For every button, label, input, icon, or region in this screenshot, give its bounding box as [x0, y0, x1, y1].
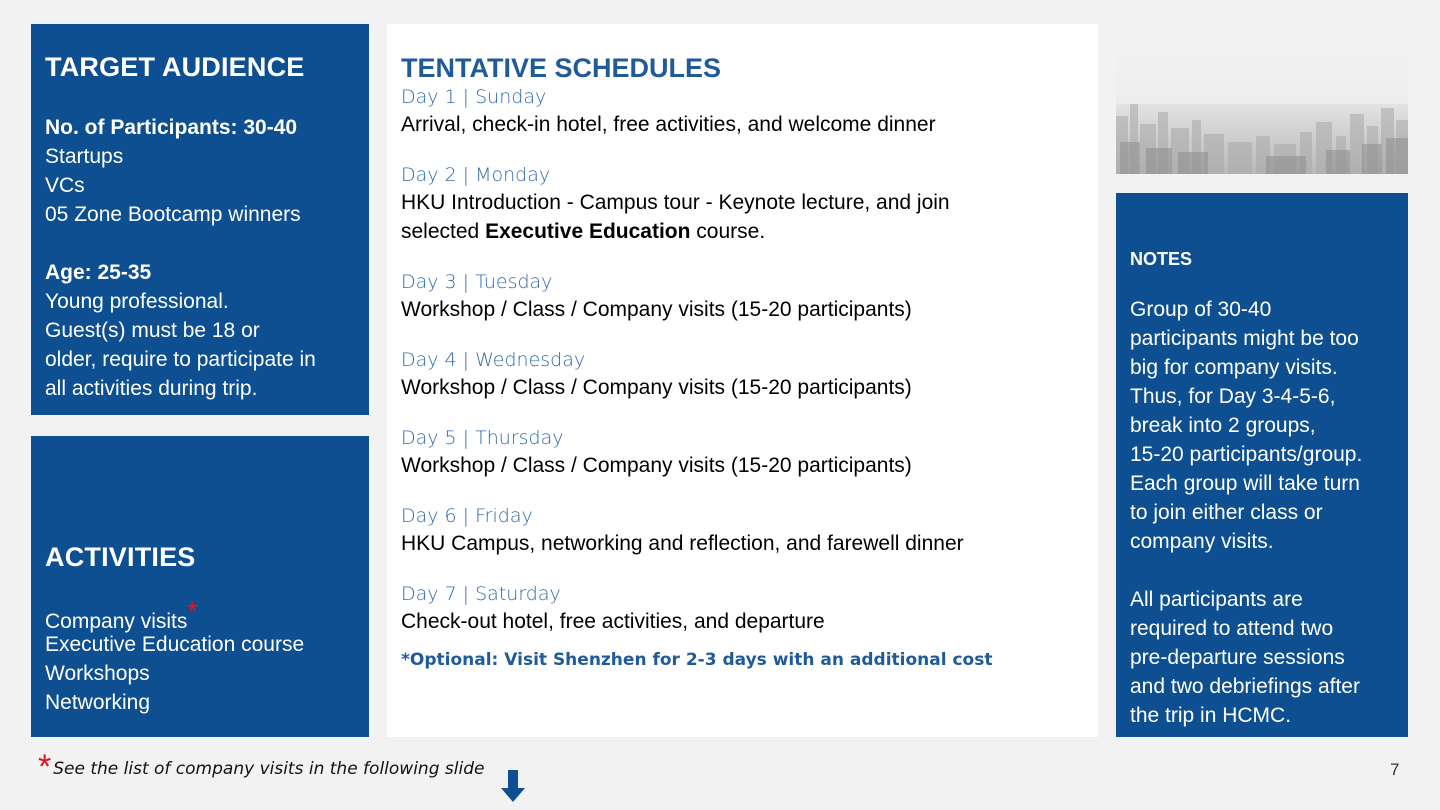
- age-line: older, require to participate in: [45, 348, 316, 371]
- notes-line: All participants are: [1130, 588, 1303, 611]
- day-label: Day 5 | Thursday: [401, 427, 564, 449]
- notes-title: NOTES: [1130, 249, 1193, 269]
- participant-type: VCs: [45, 174, 85, 197]
- day-label: Day 4 | Wednesday: [401, 349, 586, 371]
- day-label: Day 3 | Tuesday: [401, 271, 553, 293]
- target-audience-title: TARGET AUDIENCE: [45, 52, 305, 82]
- city-skyline-image: [1116, 24, 1408, 174]
- age-line: Guest(s) must be 18 or: [45, 319, 260, 342]
- notes-line: to join either class or: [1130, 501, 1323, 524]
- day-label: Day 6 | Friday: [401, 505, 533, 527]
- page-number: 7: [1390, 760, 1400, 779]
- day-description: Workshop / Class / Company visits (15-20 participants): [401, 454, 912, 477]
- age-heading: Age: 25-35: [45, 261, 152, 284]
- notes-line: pre-departure sessions: [1130, 646, 1345, 669]
- optional-note: *Optional: Visit Shenzhen for 2-3 days with an additional cost: [401, 650, 993, 670]
- activity-item: Networking: [45, 691, 151, 714]
- notes-line: and two debriefings after: [1130, 675, 1360, 698]
- day-text-bold: Executive Education: [485, 220, 691, 243]
- notes-line: participants might be too: [1130, 327, 1359, 350]
- notes-line: big for company visits.: [1130, 356, 1338, 379]
- notes-line: break into 2 groups,: [1130, 414, 1316, 437]
- participants-heading: No. of Participants: 30-40: [45, 116, 298, 139]
- day-description: HKU Campus, networking and reflection, and farewell dinner: [401, 532, 964, 555]
- notes-line: required to attend two: [1130, 617, 1334, 640]
- day-block: [401, 426, 1084, 480]
- day-label: Day 7 | Saturday: [401, 583, 561, 605]
- asterisk-marker: *: [187, 596, 198, 626]
- notes-line: Thus, for Day 3-4-5-6,: [1130, 385, 1336, 408]
- activities-panel: [31, 436, 369, 737]
- day-block: [401, 348, 1084, 402]
- notes-line: 15-20 participants/group.: [1130, 443, 1363, 466]
- notes-line: company visits.: [1130, 530, 1274, 553]
- participant-type: 05 Zone Bootcamp winners: [45, 203, 301, 226]
- activity-item: Workshops: [45, 662, 150, 685]
- footnote: [38, 750, 484, 790]
- notes-line: Each group will take turn: [1130, 472, 1360, 495]
- day-block: [401, 582, 1084, 636]
- day-text-part: selected: [401, 220, 486, 243]
- age-line: all activities during trip.: [45, 377, 258, 400]
- day-block: [401, 270, 1084, 324]
- notes-panel: [1116, 193, 1408, 737]
- day-label: Day 2 | Monday: [401, 164, 551, 186]
- activity-label: Company visits: [45, 610, 188, 633]
- day-description: Arrival, check-in hotel, free activities, and welcome dinner: [401, 113, 936, 136]
- footnote-asterisk: *: [38, 748, 52, 786]
- skyline-illustration: [1116, 24, 1408, 174]
- day-label: Day 1 | Sunday: [401, 86, 547, 108]
- participant-type: Startups: [45, 145, 124, 168]
- day-description: Workshop / Class / Company visits (15-20 participants): [401, 376, 912, 399]
- day-text-part: course.: [690, 220, 766, 243]
- day-block: [401, 163, 1084, 246]
- schedule-panel: [387, 24, 1098, 737]
- target-audience-panel: [31, 24, 369, 415]
- day-description: Check-out hotel, free activities, and departure: [401, 610, 825, 633]
- schedule-title: TENTATIVE SCHEDULES: [401, 53, 722, 83]
- activity-item: Executive Education course: [45, 633, 305, 656]
- day-description: Workshop / Class / Company visits (15-20 participants): [401, 298, 912, 321]
- activities-title: ACTIVITIES: [45, 542, 196, 572]
- day-block: [401, 504, 1084, 558]
- day-block: [401, 85, 1084, 139]
- day-description: [401, 217, 1084, 246]
- footnote-text: See the list of company visits in the following slide: [53, 759, 485, 779]
- notes-line: Group of 30-40: [1130, 298, 1272, 321]
- day-description: HKU Introduction - Campus tour - Keynote lecture, and join: [401, 191, 950, 214]
- age-line: Young professional.: [45, 290, 229, 313]
- arrow-down-icon: [500, 770, 526, 804]
- notes-line: the trip in HCMC.: [1130, 704, 1292, 727]
